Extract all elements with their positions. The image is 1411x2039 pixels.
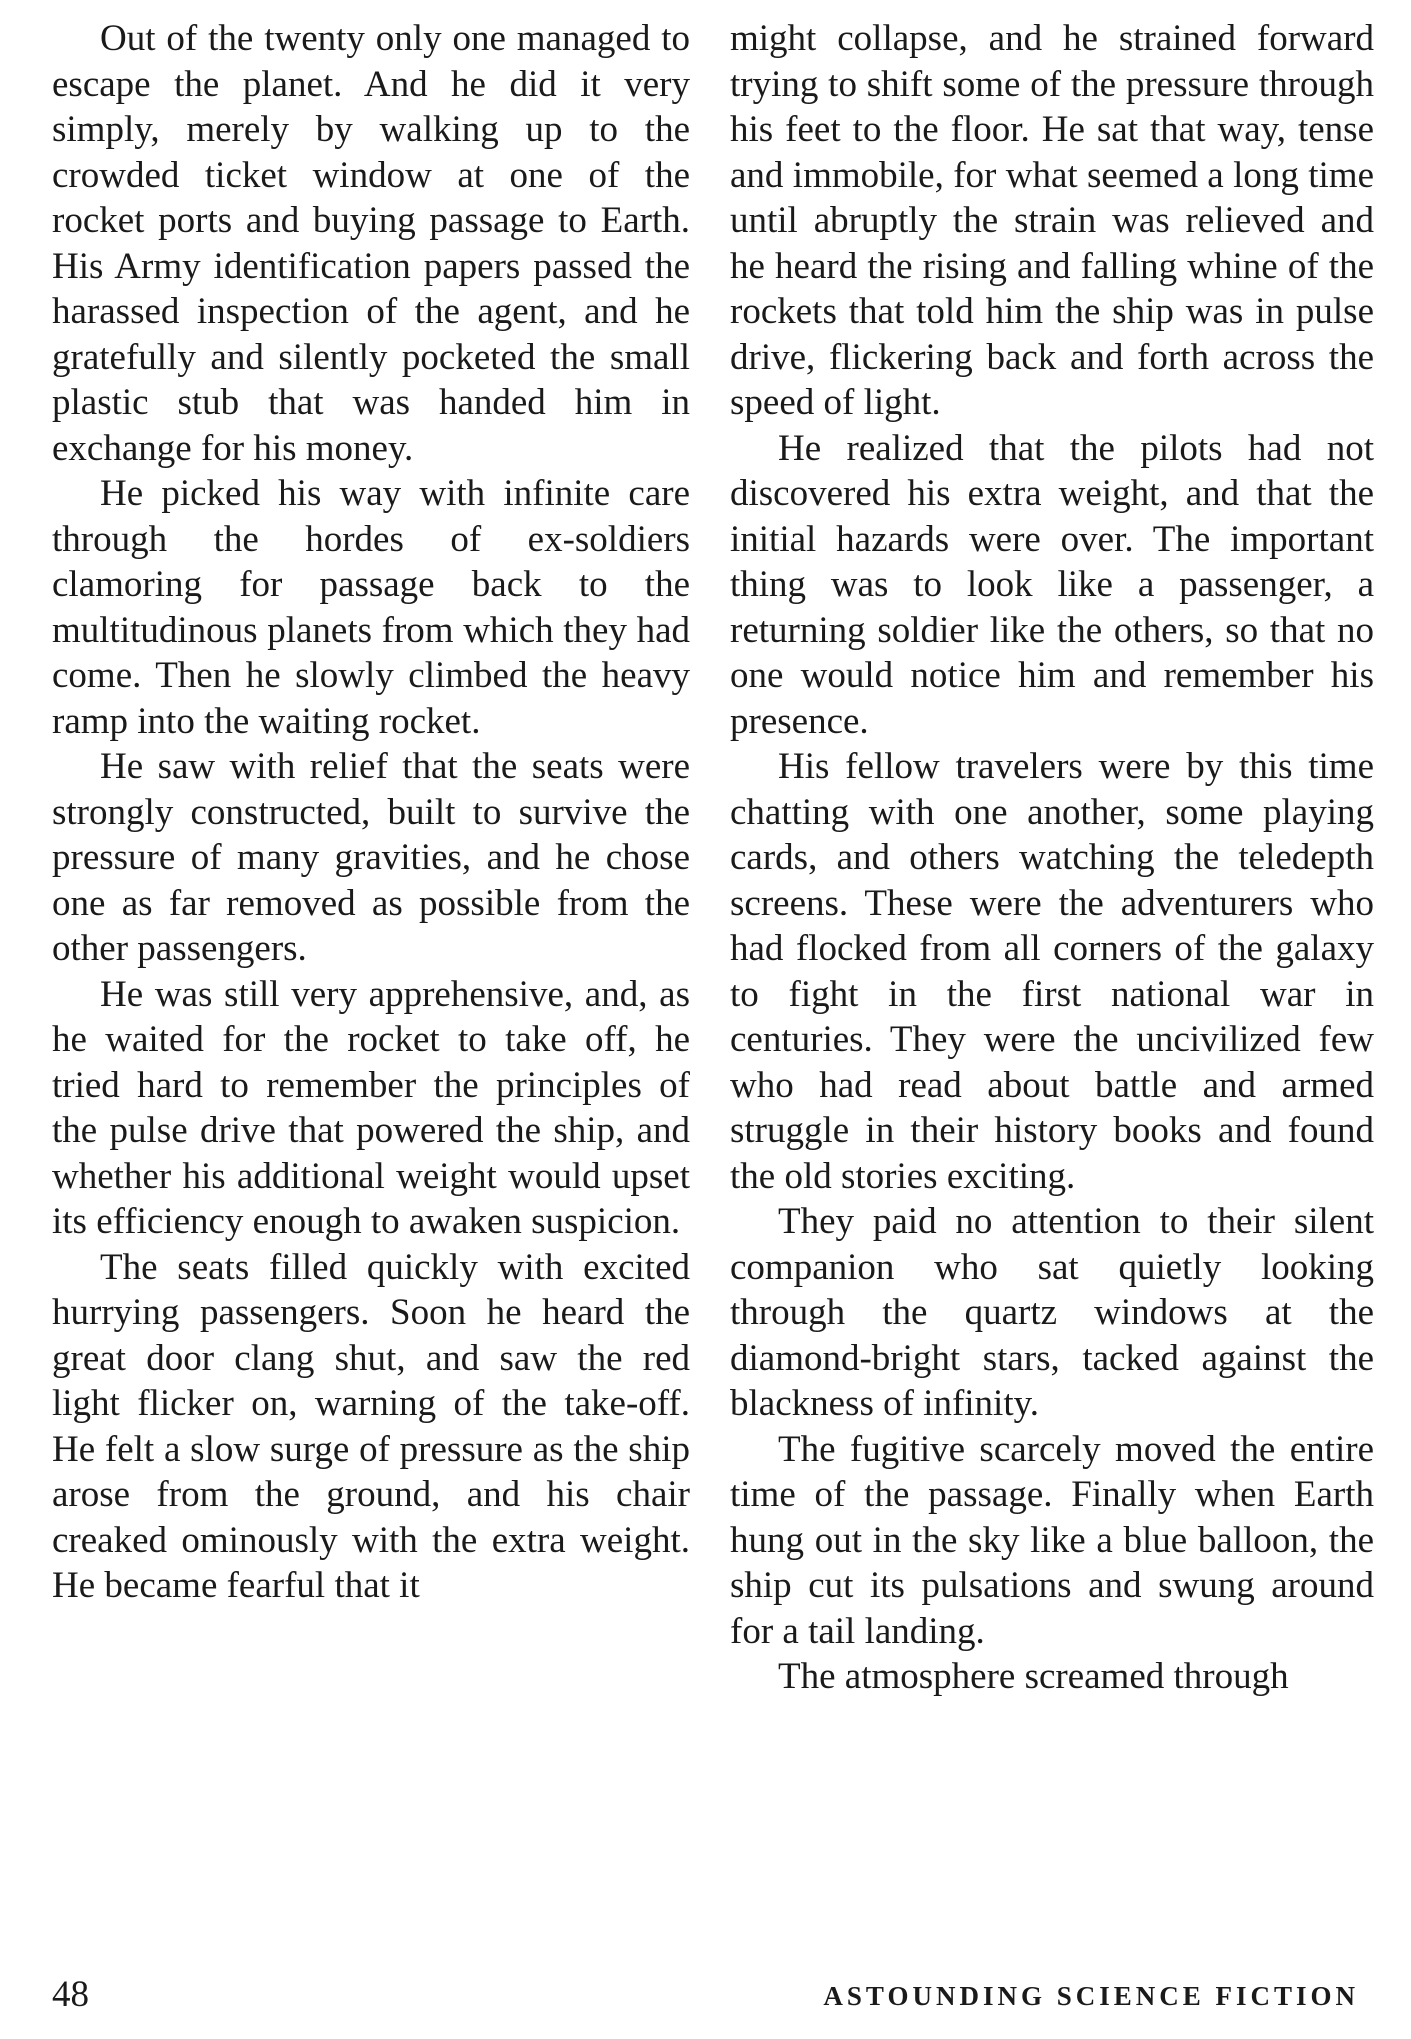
page-footer: [0, 1972, 1411, 2022]
paragraph: The fugitive scarcely moved the entire time of the passage. Finally when Earth hung out in the sky like a blue balloon, the ship cut its pulsations and swung around for a tail landing.: [730, 1428, 1374, 1652]
paragraph: He was still very apprehensive, and, as he waited for the rocket to take off, he tried hard to remember the principles of the pulse drive that powered the ship, and whether his additional weight would upset its efficiency enough to awaken suspicion.: [52, 973, 690, 1242]
paragraph-continuation: might collapse, and he strained forward trying to shift some of the pressure through his feet to the floor. He sat that way, tense and immobile, for what seemed a long time until abruptly the strain was relieved and he heard the rising and falling whine of the rockets that told him the ship was in pulse drive, flickering back and forth across the speed of light.: [730, 18, 1374, 423]
right-text-column: [730, 16, 1374, 1700]
paragraph: He picked his way with infinite care through the hordes of ex-soldiers clamoring for passage back to the multitudinous planets from which they had come. Then he slowly climbed the heavy ramp into the waiting rocket.: [52, 473, 690, 742]
paragraph: His fellow travelers were by this time chatting with one another, some playing cards, and others watching the teledepth screens. These were the adventurers who had flocked from all corners of the galaxy to fight in the first national war in centuries. They were the uncivilized few who had read about battle and armed struggle in their history books and found the old stories exciting.: [730, 746, 1374, 1197]
paragraph: Out of the twenty only one managed to escape the planet. And he did it very simply, merely by walking up to the crowded ticket window at one of the rocket ports and buying passage to Earth. His Army identification papers passed the harassed inspection of the agent, and he gratefully and silently pocketed the small plastic stub that was handed him in exchange for his money.: [52, 18, 690, 469]
running-title: ASTOUNDING SCIENCE FICTION: [823, 1981, 1359, 2011]
page-number: 48: [52, 1974, 89, 2015]
paragraph: They paid no attention to their silent companion who sat quietly looking through the quartz windows at the diamond-bright stars, tacked against the blackness of infinity.: [730, 1201, 1374, 1424]
paragraph: He saw with relief that the seats were strongly constructed, built to survive the pressure of many gravities, and he chose one as far removed as possible from the other passengers.: [52, 746, 690, 969]
left-text-column: [52, 16, 690, 1609]
paragraph: The atmosphere screamed through: [778, 1656, 1289, 1697]
paragraph: He realized that the pilots had not discovered his extra weight, and that the initial hazards were over. The important thing was to look like a passenger, a returning soldier like the others, so that no one would notice him and remember his presence.: [730, 427, 1374, 742]
paragraph: The seats filled quickly with excited hurrying passengers. Soon he heard the great door clang shut, and saw the red light flicker on, warning of the take-off. He felt a slow surge of pressure as the ship arose from the ground, and his chair creaked ominously with the extra weight. He became fearful that it: [52, 1246, 690, 1606]
